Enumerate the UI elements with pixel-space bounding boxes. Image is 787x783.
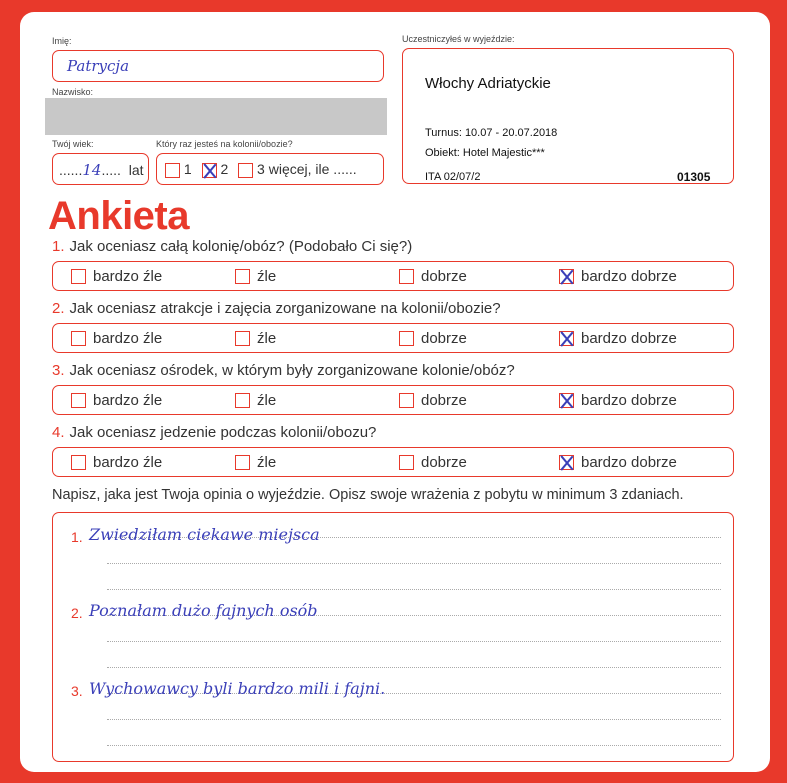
opinion-prompt: Napisz, jaka jest Twoja opinia o wyjeździe. Opisz swoje wrażenia z pobytu w minimum 3 zdaniach. xyxy=(52,487,684,503)
option-label: źle xyxy=(257,268,277,285)
option-checkbox[interactable] xyxy=(71,269,86,284)
question-1-text: Jak oceniasz całą kolonię/obóz? (Podobało Ci się?) xyxy=(69,238,413,255)
question-2-option-1[interactable] xyxy=(71,330,162,347)
option-checkbox[interactable] xyxy=(399,393,414,408)
option-label: dobrze xyxy=(421,392,467,409)
trip-box xyxy=(402,48,734,184)
imie-field[interactable] xyxy=(52,50,384,82)
trip-number: 01305 xyxy=(677,170,711,184)
question-1 xyxy=(52,238,412,255)
ktory-label: Który raz jesteś na kolonii/obozie? xyxy=(156,139,293,149)
option-label: źle xyxy=(257,392,277,409)
option-checkbox[interactable] xyxy=(399,331,414,346)
option-label: bardzo dobrze xyxy=(581,330,677,347)
wiek-field[interactable] xyxy=(52,153,149,185)
option-checkbox[interactable] xyxy=(235,393,250,408)
question-2-option-4[interactable] xyxy=(559,330,677,347)
ktory-option-3: 3 więcej, ile ...... xyxy=(257,161,357,177)
question-3 xyxy=(52,362,515,379)
question-3-options xyxy=(52,385,734,415)
answer-1-text: Zwiedziłam ciekawe miejsca xyxy=(89,525,320,544)
option-label: dobrze xyxy=(421,268,467,285)
option-checkbox[interactable] xyxy=(399,455,414,470)
option-label: dobrze xyxy=(421,454,467,471)
option-checkbox[interactable] xyxy=(235,269,250,284)
question-3-num: 3. xyxy=(52,362,65,379)
question-4-option-3[interactable] xyxy=(399,454,467,471)
imie-label: Imię: xyxy=(52,36,72,46)
option-label: bardzo źle xyxy=(93,454,163,471)
option-label: źle xyxy=(257,330,277,347)
question-4-text: Jak oceniasz jedzenie podczas kolonii/obozu? xyxy=(69,424,377,441)
imie-value: Patrycja xyxy=(67,57,130,75)
option-checkbox[interactable] xyxy=(559,393,574,408)
option-checkbox[interactable] xyxy=(71,393,86,408)
ktory-option-2: 2 xyxy=(220,161,229,177)
wiek-unit: lat xyxy=(128,162,144,178)
question-2-option-3[interactable] xyxy=(399,330,467,347)
option-label: bardzo dobrze xyxy=(581,454,677,471)
answer-1-num: 1. xyxy=(71,529,83,545)
nazwisko-redacted xyxy=(45,98,387,135)
question-1-option-1[interactable] xyxy=(71,268,162,285)
survey-sheet xyxy=(20,12,770,772)
answers-box[interactable] xyxy=(52,512,734,762)
question-2-options xyxy=(52,323,734,353)
question-2 xyxy=(52,300,501,317)
survey-title: Ankieta xyxy=(48,194,189,238)
trip-label: Uczestniczyłeś w wyjeździe: xyxy=(402,34,515,44)
answer-3-num: 3. xyxy=(71,683,83,699)
question-1-option-3[interactable] xyxy=(399,268,467,285)
nazwisko-label: Nazwisko: xyxy=(52,87,94,97)
question-3-option-1[interactable] xyxy=(71,392,162,409)
question-4 xyxy=(52,424,376,441)
option-label: dobrze xyxy=(421,330,467,347)
question-1-options xyxy=(52,261,734,291)
option-label: bardzo źle xyxy=(93,330,163,347)
wiek-dots-after: ..... xyxy=(101,162,121,178)
ktory-checkbox-2[interactable] xyxy=(202,163,217,178)
answer-2-num: 2. xyxy=(71,605,83,621)
question-4-option-1[interactable] xyxy=(71,454,162,471)
trip-obiekt: Obiekt: Hotel Majestic*** xyxy=(425,147,545,159)
question-4-num: 4. xyxy=(52,424,65,441)
question-2-option-2[interactable] xyxy=(235,330,276,347)
option-checkbox[interactable] xyxy=(399,269,414,284)
ktory-checkbox-3[interactable] xyxy=(238,163,253,178)
question-3-option-3[interactable] xyxy=(399,392,467,409)
option-checkbox[interactable] xyxy=(71,331,86,346)
question-2-text: Jak oceniasz atrakcje i zajęcia zorganizowane na kolonii/obozie? xyxy=(69,300,501,317)
question-4-option-2[interactable] xyxy=(235,454,276,471)
option-checkbox[interactable] xyxy=(235,455,250,470)
option-label: bardzo dobrze xyxy=(581,392,677,409)
question-1-num: 1. xyxy=(52,238,65,255)
question-3-text: Jak oceniasz ośrodek, w którym były zorganizowane kolonie/obóz? xyxy=(69,362,515,379)
wiek-label: Twój wiek: xyxy=(52,139,94,149)
trip-turnus: Turnus: 10.07 - 20.07.2018 xyxy=(425,127,558,139)
trip-name: Włochy Adriatyckie xyxy=(425,75,551,92)
option-label: bardzo źle xyxy=(93,268,163,285)
option-label: bardzo dobrze xyxy=(581,268,677,285)
option-label: bardzo źle xyxy=(93,392,163,409)
answer-2-text: Poznałam dużo fajnych osób xyxy=(89,601,318,620)
question-3-option-2[interactable] xyxy=(235,392,276,409)
ktory-field xyxy=(156,153,384,185)
option-checkbox[interactable] xyxy=(71,455,86,470)
question-4-option-4[interactable] xyxy=(559,454,677,471)
option-checkbox[interactable] xyxy=(235,331,250,346)
ktory-option-1: 1 xyxy=(183,161,192,177)
wiek-value: 14 xyxy=(82,161,102,179)
question-2-num: 2. xyxy=(52,300,65,317)
question-4-options xyxy=(52,447,734,477)
option-checkbox[interactable] xyxy=(559,269,574,284)
question-3-option-4[interactable] xyxy=(559,392,677,409)
option-checkbox[interactable] xyxy=(559,455,574,470)
wiek-dots-before: ...... xyxy=(59,162,83,178)
option-checkbox[interactable] xyxy=(559,331,574,346)
option-label: źle xyxy=(257,454,277,471)
trip-code: ITA 02/07/2 xyxy=(425,171,481,183)
answer-3-text: Wychowawcy byli bardzo mili i fajni. xyxy=(89,679,386,698)
question-1-option-4[interactable] xyxy=(559,268,677,285)
question-1-option-2[interactable] xyxy=(235,268,276,285)
ktory-checkbox-1[interactable] xyxy=(165,163,180,178)
